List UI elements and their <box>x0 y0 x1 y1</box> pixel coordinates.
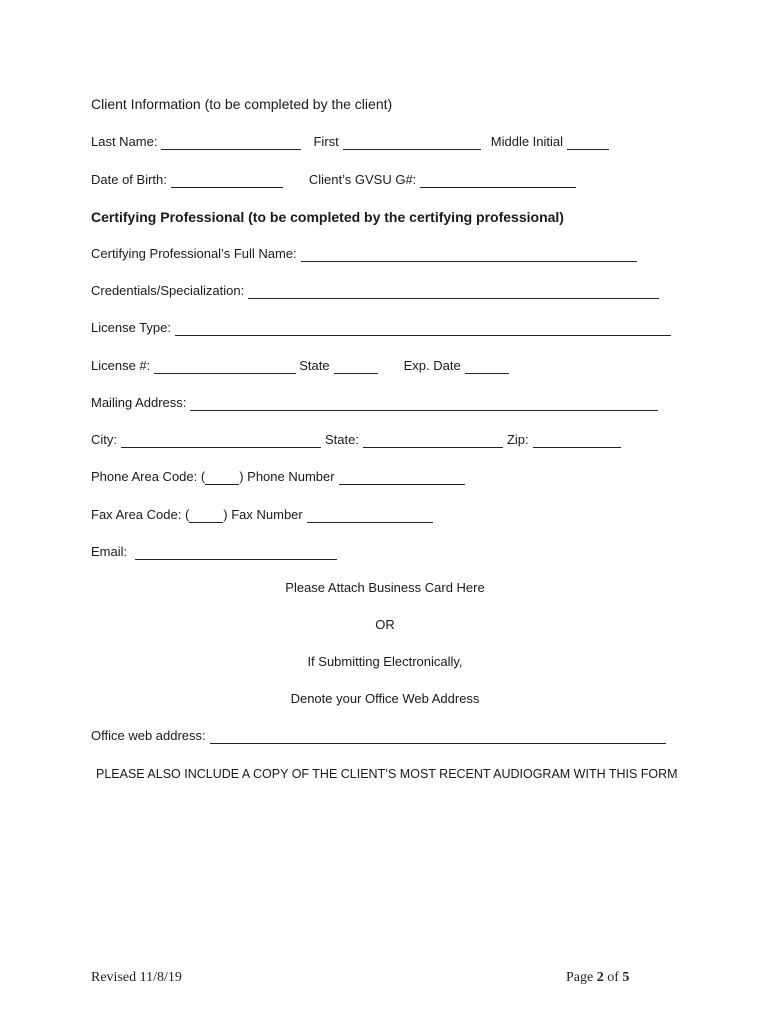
phone-number-field[interactable] <box>339 472 465 485</box>
fax-number-field[interactable] <box>307 510 433 523</box>
audiogram-notice <box>96 766 678 782</box>
page-total: 5 <box>622 970 630 985</box>
page-mid: of <box>603 970 623 985</box>
attach-card-instruction: Please Attach Business Card Here <box>285 580 485 595</box>
last-name-field[interactable] <box>161 137 301 150</box>
dob-field[interactable] <box>171 175 283 188</box>
revised-date: Revised 11/8/19 <box>91 970 182 985</box>
mailing-address-row <box>91 395 658 411</box>
credentials-field[interactable] <box>248 286 659 299</box>
license-state-field[interactable] <box>334 361 378 374</box>
page-number <box>566 970 629 986</box>
license-number-field[interactable] <box>154 361 296 374</box>
fax-area-label: Fax Area Code: ( <box>91 507 190 522</box>
city-label: City: <box>91 432 117 447</box>
first-name-label: First <box>313 134 339 149</box>
full-name-field[interactable] <box>301 249 637 262</box>
mailing-address-label: Mailing Address: <box>91 395 187 410</box>
email-row <box>91 544 337 560</box>
middle-initial-field[interactable] <box>567 137 609 150</box>
full-name-label: Certifying Professional’s Full Name: <box>91 246 297 261</box>
first-name-field[interactable] <box>343 137 481 150</box>
license-type-row <box>91 320 671 336</box>
page-prefix: Page <box>566 970 597 985</box>
credentials-row <box>91 283 659 299</box>
fax-row <box>91 507 433 523</box>
phone-area-field[interactable] <box>205 472 239 485</box>
credentials-label: Credentials/Specialization: <box>91 283 245 298</box>
exp-date-label: Exp. Date <box>403 358 461 373</box>
exp-date-field[interactable] <box>465 361 509 374</box>
zip-field[interactable] <box>533 435 621 448</box>
phone-area-label: Phone Area Code: ( <box>91 469 206 484</box>
license-number-row <box>91 358 509 374</box>
phone-number-label: ) Phone Number <box>239 469 335 484</box>
dob-label: Date of Birth: <box>91 172 167 187</box>
professional-heading: Certifying Professional (to be completed by the certifying professional) <box>91 209 564 225</box>
office-web-field[interactable] <box>210 731 666 744</box>
fax-area-field[interactable] <box>189 510 223 523</box>
fax-number-label: ) Fax Number <box>223 507 303 522</box>
state-field[interactable] <box>363 435 503 448</box>
last-name-label: Last Name: <box>91 134 158 149</box>
client-info-heading: Client Information (to be completed by the client) <box>91 96 393 112</box>
web-address-instruction: Denote your Office Web Address <box>290 691 480 706</box>
zip-label: Zip: <box>506 432 529 447</box>
audiogram-notice-text: PLEASE ALSO INCLUDE A COPY OF THE CLIENT’S MOST RECENT AUDIOGRAM WITH THIS FORM <box>96 767 678 781</box>
page-current: 2 <box>596 970 604 985</box>
state-label: State: <box>325 432 359 447</box>
client-dob-row <box>91 172 576 188</box>
email-field[interactable] <box>135 547 337 560</box>
license-type-label: License Type: <box>91 320 171 335</box>
city-field[interactable] <box>121 435 321 448</box>
phone-row <box>91 469 465 485</box>
license-number-label: License #: <box>91 358 151 373</box>
middle-initial-label: Middle Initial <box>490 134 564 149</box>
city-state-zip-row <box>91 432 621 448</box>
mailing-address-field[interactable] <box>190 398 658 411</box>
full-name-row <box>91 246 637 262</box>
gvsu-field[interactable] <box>420 175 576 188</box>
office-web-label: Office web address: <box>91 728 206 743</box>
email-label: Email: <box>91 544 128 559</box>
client-name-row <box>91 134 609 150</box>
office-web-row <box>91 728 666 744</box>
license-type-field[interactable] <box>175 323 671 336</box>
electronic-instruction: If Submitting Electronically, <box>307 654 463 669</box>
or-separator: OR <box>375 617 395 632</box>
gvsu-label: Client’s GVSU G#: <box>308 172 417 187</box>
license-state-label: State <box>299 358 330 373</box>
